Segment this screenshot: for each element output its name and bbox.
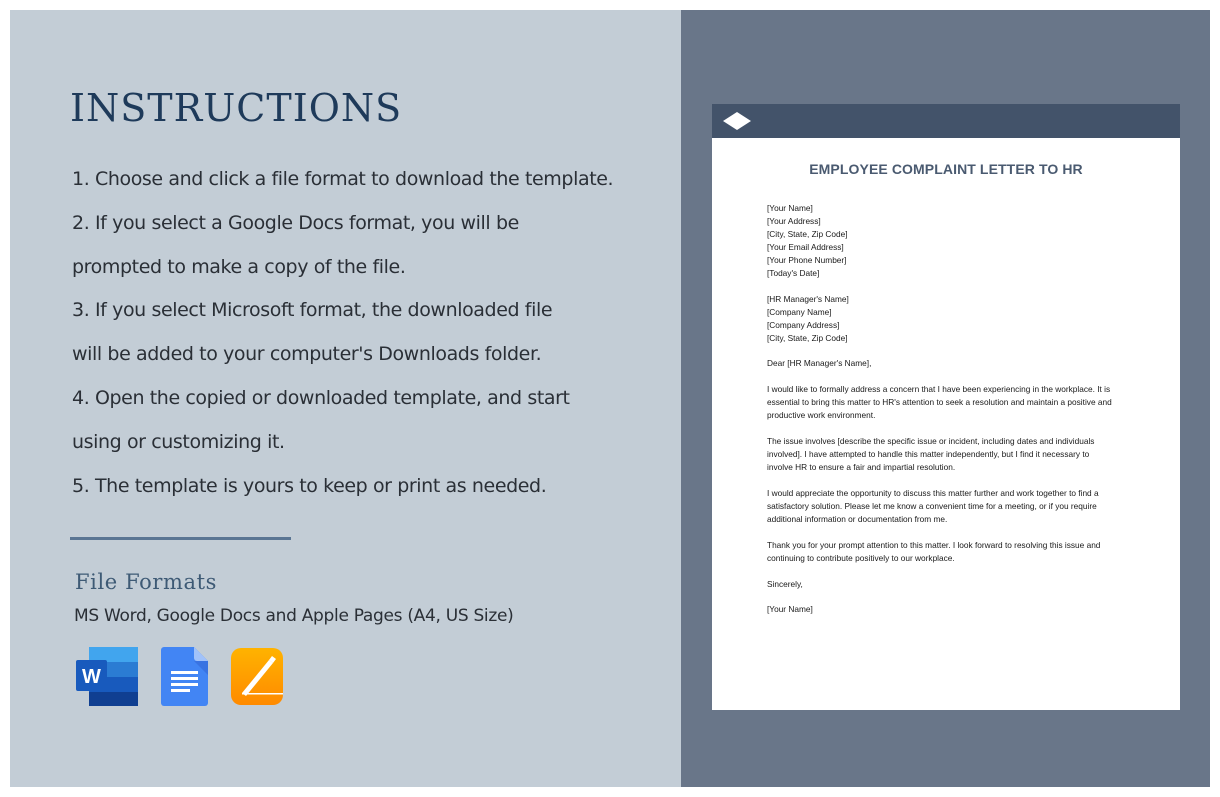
instruction-line: 4. Open the copied or downloaded template, and start xyxy=(72,386,570,409)
paragraph-line: productive work environment. xyxy=(767,410,876,421)
sender-line: [Your Address] xyxy=(767,215,821,226)
instruction-line: using or customizing it. xyxy=(72,430,285,453)
svg-text:W: W xyxy=(82,666,101,688)
sender-line: [Your Phone Number] xyxy=(767,254,847,265)
instruction-line: prompted to make a copy of the file. xyxy=(72,255,406,278)
paragraph-line: continuing to contribute positively to our workplace. xyxy=(767,552,955,563)
instruction-line: will be added to your computer's Downloads folder. xyxy=(72,343,542,366)
closing: Sincerely, xyxy=(767,578,803,589)
paragraph-line: involve HR to ensure a fair and impartial resolution. xyxy=(767,462,956,472)
paragraph-line: Thank you for your prompt attention to this matter. I look forward to resolving this issue and xyxy=(767,539,1101,550)
instruction-line: 1. Choose and click a file format to download the template. xyxy=(72,168,614,190)
recipient-line: [HR Manager's Name] xyxy=(767,293,849,304)
instructions-panel xyxy=(10,10,681,787)
paragraph-line: additional information or documentation from me. xyxy=(767,513,948,524)
paragraph-line: I would appreciate the opportunity to discuss this matter further and work together to find a xyxy=(767,487,1099,498)
paragraph-line: involved]. I have attempted to handle this matter independently, but I find it necessary to xyxy=(767,449,1090,460)
section-divider xyxy=(70,537,291,540)
document-title: EMPLOYEE COMPLAINT LETTER TO HR xyxy=(809,161,1083,177)
recipient-line: [Company Address] xyxy=(767,319,840,330)
paragraph-line: I would like to formally address a concern that I have been experiencing in the workplace. It is xyxy=(767,384,1111,395)
sender-line: [Today's Date] xyxy=(767,267,820,278)
file-formats-description: MS Word, Google Docs and Apple Pages (A4, US Size) xyxy=(74,606,514,626)
apple-pages-icon[interactable] xyxy=(231,648,283,705)
document-header-bar xyxy=(712,104,1180,138)
preview-panel xyxy=(681,10,1210,787)
instruction-line: 2. If you select a Google Docs format, you will be xyxy=(72,211,519,234)
paragraph-line: essential to bring this matter to HR's attention to seek a resolution and maintain a positive and xyxy=(767,397,1112,408)
file-formats-heading: File Formats xyxy=(75,570,218,594)
page-frame xyxy=(10,10,1210,787)
instruction-line: 3. If you select Microsoft format, the downloaded file xyxy=(72,299,553,322)
instructions-title: INSTRUCTIONS xyxy=(70,86,403,130)
paragraph-line: satisfactory solution. Please let me know a convenient time for a meeting, or if you require xyxy=(767,500,1097,511)
recipient-line: [Company Name] xyxy=(767,306,832,317)
document-preview xyxy=(712,104,1180,710)
recipient-line: [City, State, Zip Code] xyxy=(767,332,848,343)
letter-body xyxy=(767,202,1137,616)
sender-line: [City, State, Zip Code] xyxy=(767,228,848,239)
google-docs-icon[interactable] xyxy=(161,647,208,706)
instruction-steps xyxy=(72,164,672,514)
instruction-line: 5. The template is yours to keep or print as needed. xyxy=(72,474,547,497)
sender-line: [Your Name] xyxy=(767,203,813,213)
diamond-logo-icon xyxy=(723,112,751,130)
sender-line: [Your Email Address] xyxy=(767,241,844,252)
microsoft-word-icon[interactable] xyxy=(76,647,138,706)
paragraph-line: The issue involves [describe the specific issue or incident, including dates and individuals xyxy=(767,436,1095,447)
signature: [Your Name] xyxy=(767,604,813,615)
salutation: Dear [HR Manager's Name], xyxy=(767,358,872,369)
